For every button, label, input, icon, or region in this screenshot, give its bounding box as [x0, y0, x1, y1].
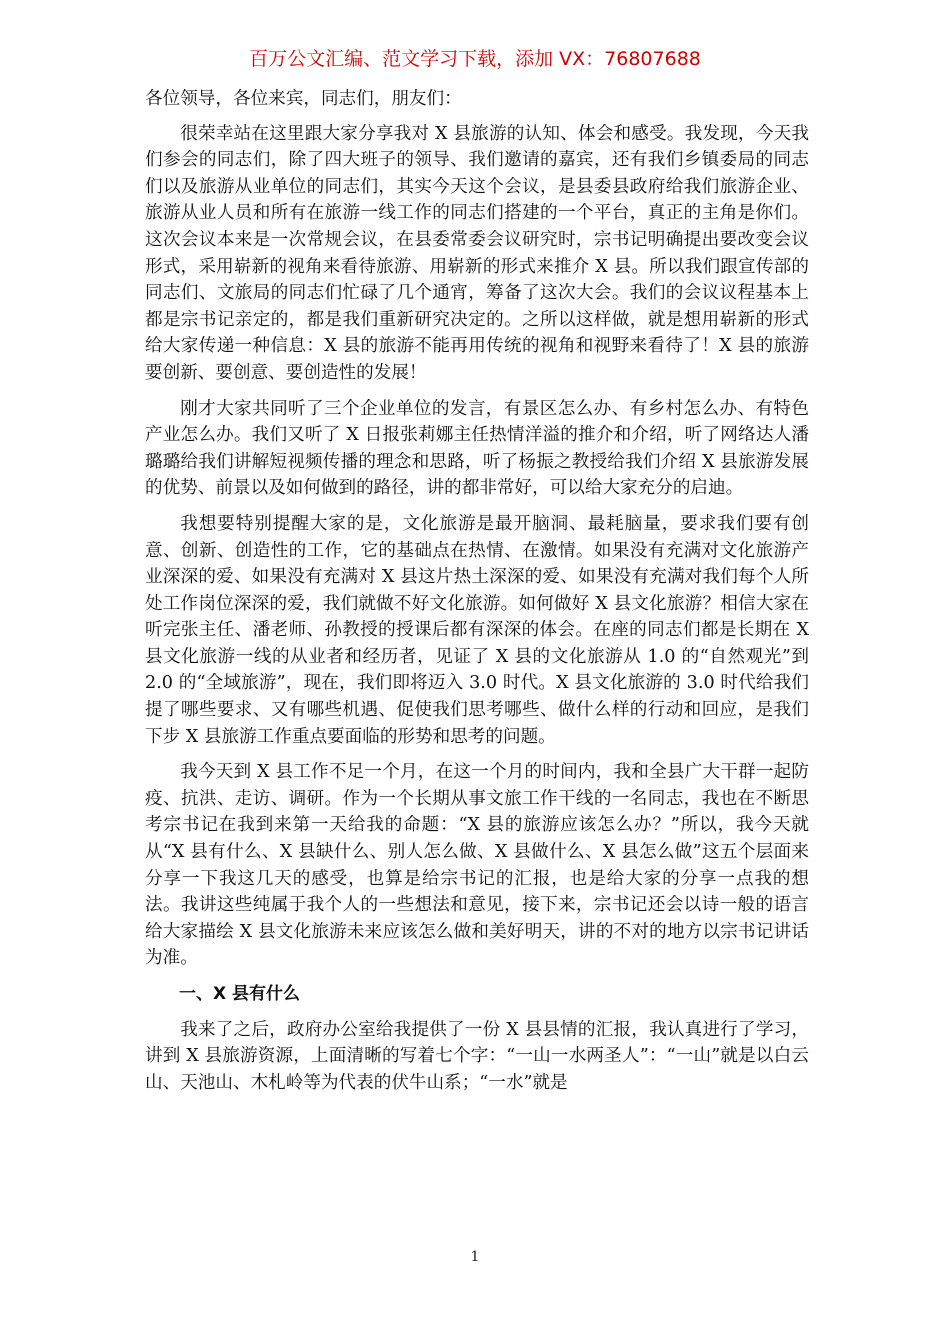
paragraph: 我今天到 X 县工作不足一个月，在这一个月的时间内，我和全县广大干群一起防疫、抗洪、走访、调研。作为一个长期从事文旅工作干线的一名同志，我也在不断思考宗书记在我到来第一天给我的命题：“X 县的旅游应该怎么办？”所以，我今天就从“X 县有什么、X 县缺什么、别人怎么做、X 县做什么、X 县怎么做”这五个层面来分享一下我这几天的感受，也算是给宗书记的汇报，也是给大家的分享一点我的想法。我讲这些纯属于我个人的一些想法和意见，接下来，宗书记还会以诗一般的语言给大家描绘 X 县文化旅游未来应该怎么做和美好明天，讲的不对的地方以宗书记讲话为准。: [145, 762, 809, 969]
paragraph: 我想要特别提醒大家的是，文化旅游是最开脑洞、最耗脑量，要求我们要有创意、创新、创造性的工作，它的基础点在热情、在激情。如果没有充满对文化旅游产业深深的爱、如果没有充满对 X 县这片热土深深的爱、如果没有充满对我们每个人所处工作岗位深深的爱，我们就做不好文化旅游。如何做好 X 县文化旅游？相信大家在听完张主任、潘老师、孙教授的授课后都有深深的体会。在座的同志们都是长期在 X 县文化旅游一线的从业者和经历者，见证了 X 县的文化旅游从 1.0 的“自然观光”到 2.0 的“全域旅游”，现在，我们即将迈入 3.0 时代。X 县文化旅游的 3.0 时代给我们提了哪些要求、又有哪些机遇、促使我们思考哪些、做什么样的行动和回应，是我们下步 X 县旅游工作重点要面临的形势和思考的问题。: [145, 513, 809, 747]
greeting: 各位领导，各位来宾，同志们，朋友们：: [145, 89, 462, 109]
document-body: [145, 86, 809, 1105]
paragraph: 我来了之后，政府办公室给我提供了一份 X 县县情的汇报，我认真进行了学习，讲到 X 县旅游资源，上面清晰的写着七个字：“一山一水两圣人”：“一山”就是以白云山、天池山、木札岭等为代表的伏牛山系；“一水”就是: [145, 1019, 809, 1093]
page-number: 1: [470, 1249, 480, 1265]
header-banner: 百万公文汇编、范文学习下载，添加 VX：76807688: [249, 48, 701, 70]
paragraph: 刚才大家共同听了三个企业单位的发言，有景区怎么办、有乡村怎么办、有特色产业怎么办。我们又听了 X 日报张莉娜主任热情洋溢的推介和介绍，听了网络达人潘璐璐给我们讲解短视频传播的理念和思路，听了杨振之教授给我们介绍 X 县旅游发展的优势、前景以及如何做到的路径，讲的都非常好，可以给大家充分的启迪。: [145, 398, 809, 499]
section-heading: 一、X 县有什么: [179, 984, 301, 1004]
paragraph: 很荣幸站在这里跟大家分享我对 X 县旅游的认知、体会和感受。我发现，今天我们参会的同志们，除了四大班子的领导、我们邀请的嘉宾，还有我们乡镇委局的同志们以及旅游从业单位的同志们，其实今天这个会议，是县委县政府给我们旅游企业、旅游从业人员和所有在旅游一线工作的同志们搭建的一个平台，真正的主角是你们。这次会议本来是一次常规会议，在县委常委会议研究时，宗书记明确提出要改变会议形式，采用崭新的视角来看待旅游、用崭新的形式来推介 X 县。所以我们跟宣传部的同志们、文旅局的同志们忙碌了几个通宵，筹备了这次大会。我们的会议议程基本上都是宗书记亲定的，都是我们重新研究决定的。之所以这样做，就是想用崭新的形式给大家传递一种信息：X 县的旅游不能再用传统的视角和视野来看待了！X 县的旅游要创新、要创意、要创造性的发展！: [145, 123, 809, 383]
